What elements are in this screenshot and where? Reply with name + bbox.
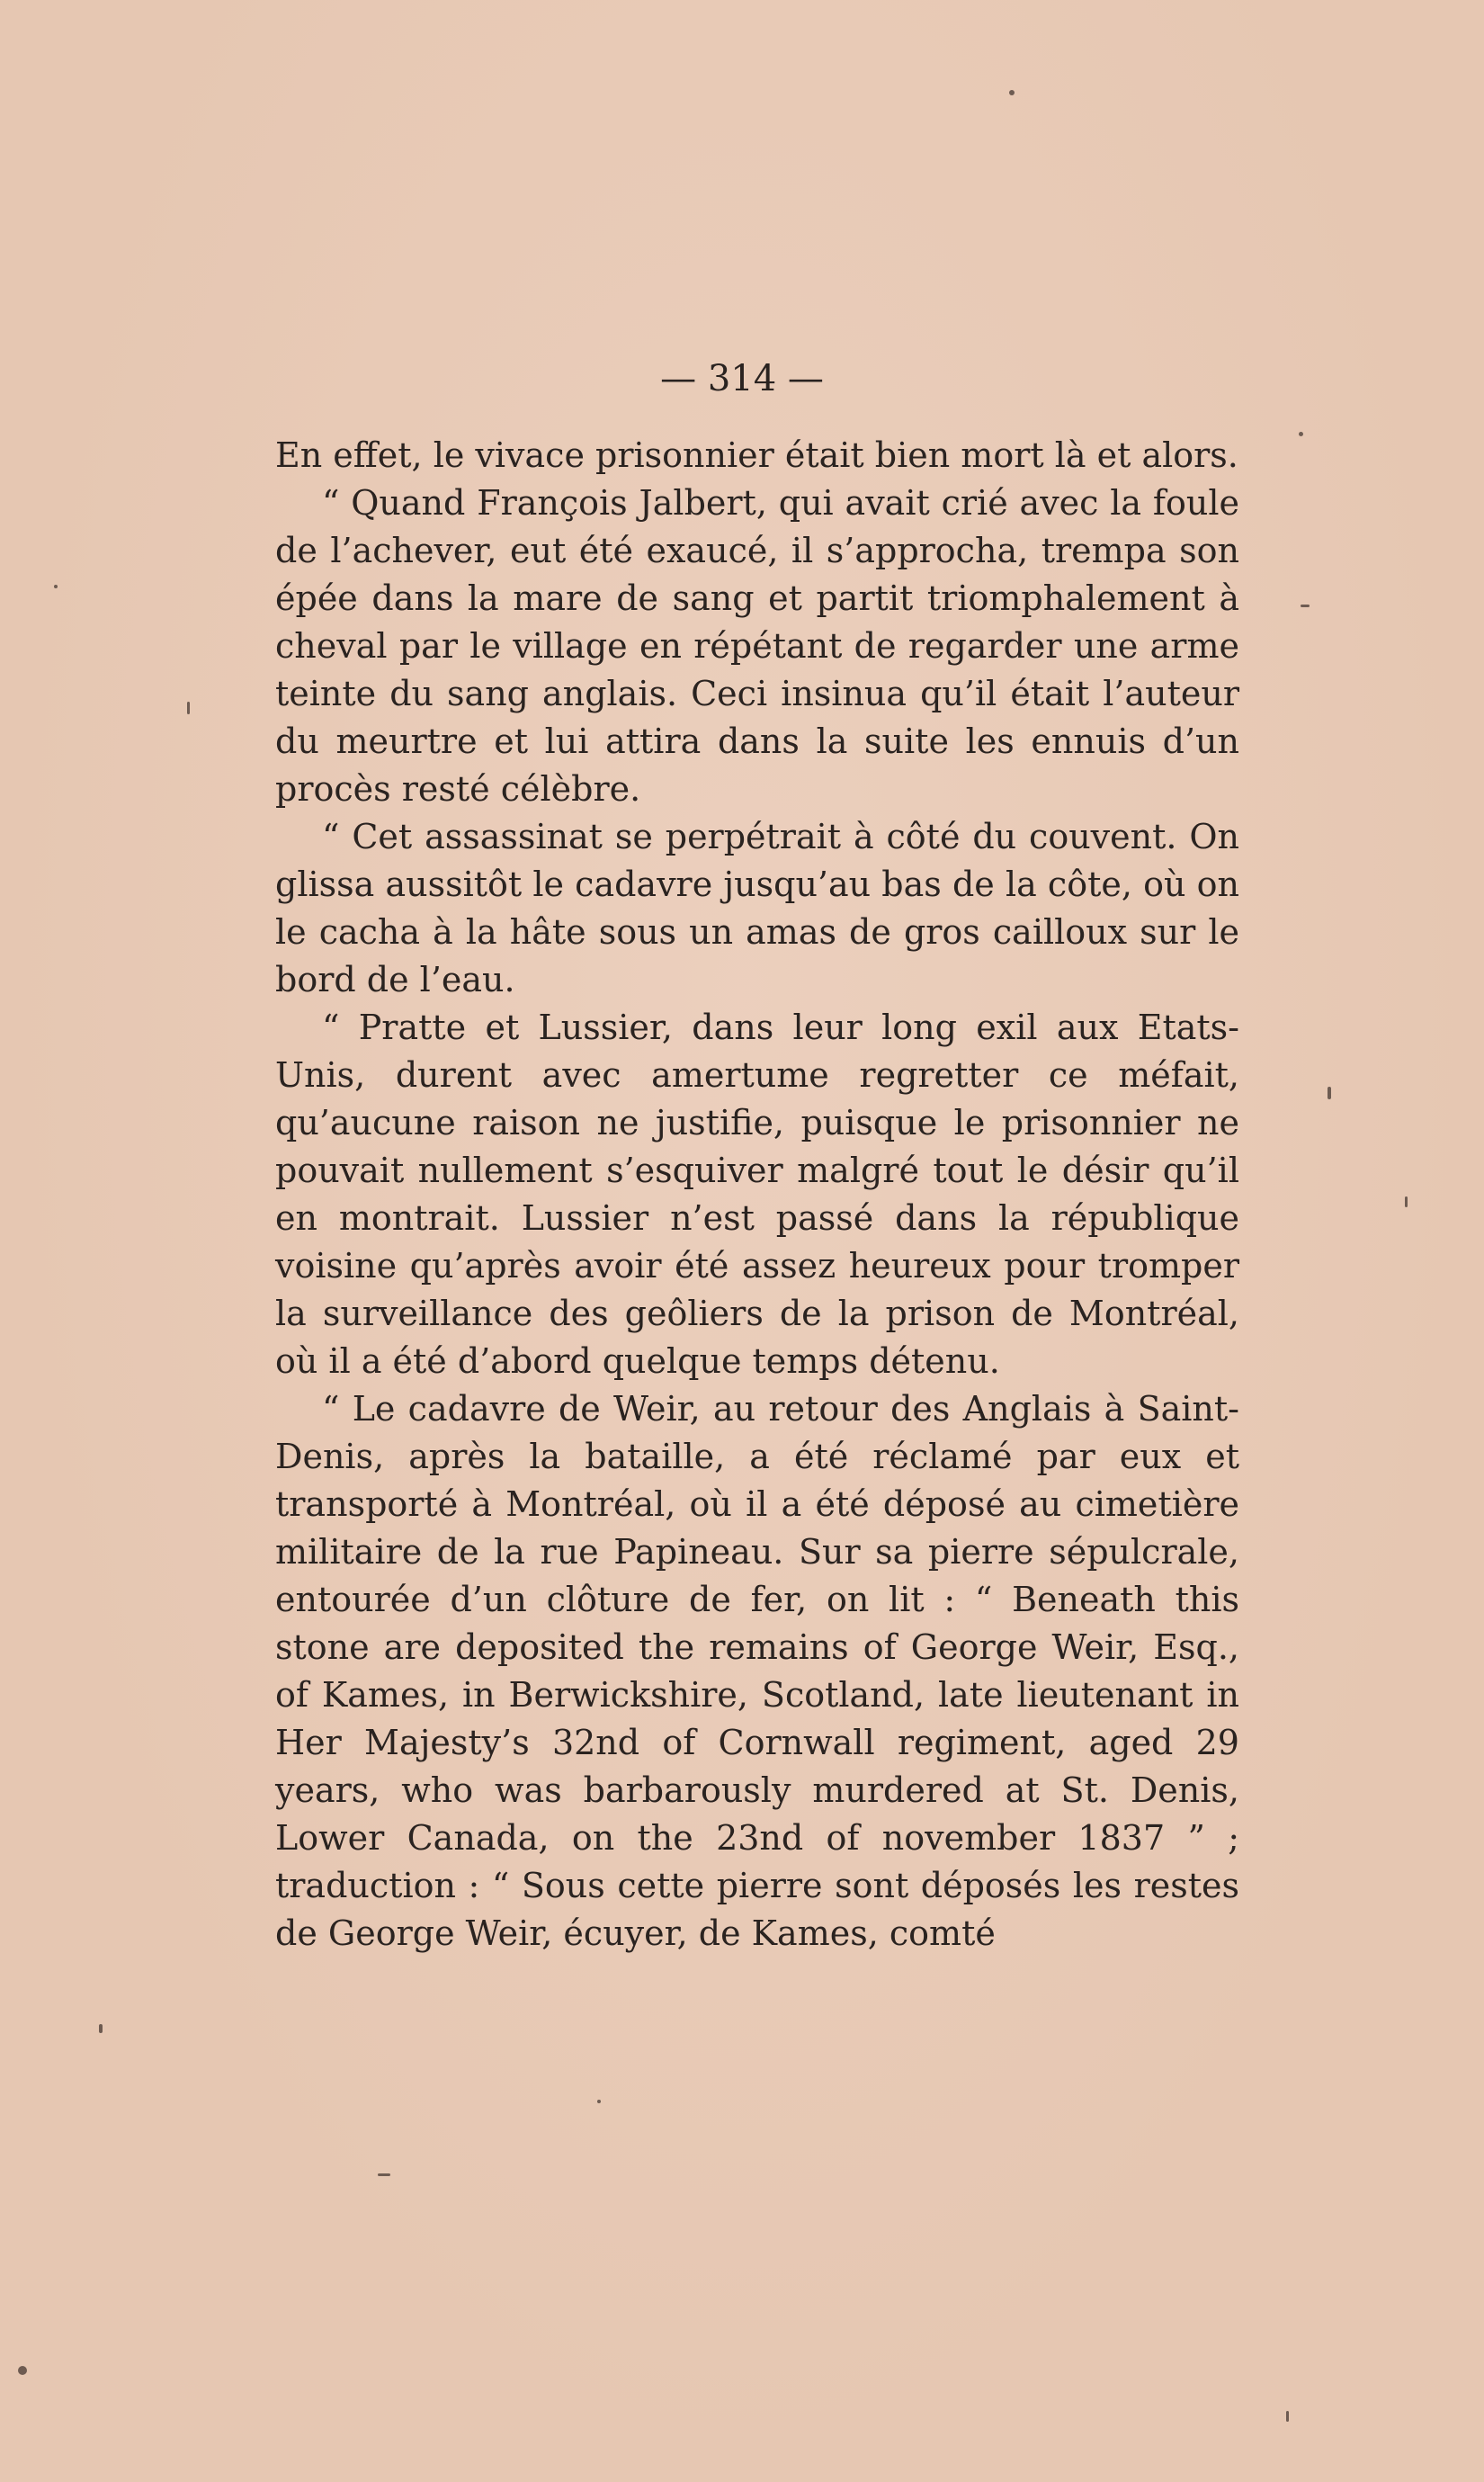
paper-speck xyxy=(1328,1087,1331,1099)
paper-speck xyxy=(378,2173,390,2176)
body-text xyxy=(275,432,1239,1958)
paper-speck xyxy=(187,702,190,714)
paragraph-5: “ Le cadavre de Weir, au retour des Anglais à Saint-Denis, après la bataille, a été réclamé par eux et transporté à Montréal, où il a été déposé au cimetière militaire de la rue Papineau. Sur sa pierre sépulcrale, entourée d’un clôture de fer, on lit : “ Beneath this stone are deposited the remains of George Weir, Esq., of Kames, in Berwickshire, Scotland, late lieutenant in Her Majesty’s 32nd of Cornwall regiment, aged 29 years, who was barbarously murdered at St. Denis, Lower Canada, on the 23nd of november 1837 ” ; traduction : “ Sous cette pierre sont déposés les restes de George Weir, écuyer, de Kames, comté xyxy=(275,1389,1239,1953)
paragraph-2: “ Quand François Jalbert, qui avait crié avec la foule de l’achever, eut été exaucé, il s’approcha, trempa son épée dans la mare de sang et partit triomphalement à cheval par le village en répétant de regarder une arme teinte du sang anglais. Ceci insinua qu’il était l’auteur du meurtre et lui attira dans la suite les ennuis d’un procès resté célèbre. xyxy=(275,483,1239,809)
paper-speck xyxy=(54,585,58,588)
page-number: — 314 — xyxy=(660,358,824,399)
paper-speck xyxy=(597,2100,601,2103)
paper-speck xyxy=(1299,432,1303,436)
paper-speck xyxy=(1286,2411,1289,2422)
paper-speck xyxy=(1009,90,1015,95)
paper-speck xyxy=(1405,1196,1408,1207)
paragraph-4: “ Pratte et Lussier, dans leur long exil aux Etats-Unis, durent avec amertume regretter ce méfait, qu’aucune raison ne justifie, puisque le prisonnier ne pouvait nullement s’esquiver malgré tout le désir qu’il en montrait. Lussier n’est passé dans la république voisine qu’après avoir été assez heureux pour tromper la surveillance des geôliers de la prison de Montréal, où il a été d’abord quelque temps détenu. xyxy=(275,1008,1239,1381)
paper-speck xyxy=(18,2366,27,2375)
paragraph-3: “ Cet assassinat se perpétrait à côté du couvent. On glissa aussitôt le cadavre jusqu’au bas de la côte, où on le cacha à la hâte sous un amas de gros cailloux sur le bord de l’eau. xyxy=(275,817,1239,999)
paper-speck xyxy=(1301,605,1310,607)
paragraph-1: En effet, le vivace prisonnier était bien mort là et alors. xyxy=(275,435,1238,475)
paper-speck xyxy=(99,2024,103,2033)
